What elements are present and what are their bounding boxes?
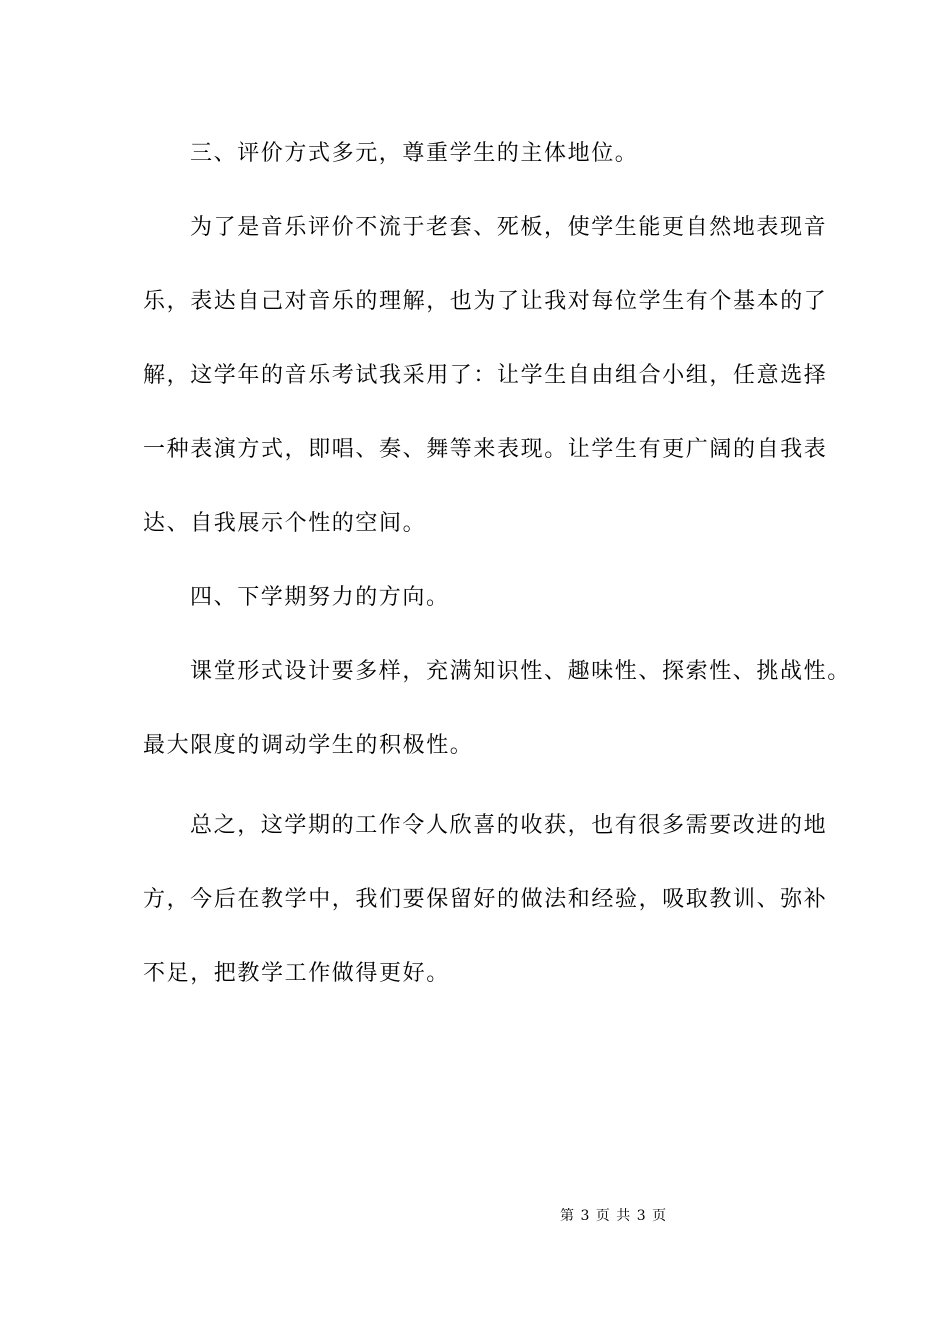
paragraph-line: 为了是音乐评价不流于老套、死板，使学生能更自然地表现音 [190,215,828,240]
paragraph-line: 一种表演方式，即唱、奏、舞等来表现。让学生有更广阔的自我表 [143,437,828,462]
paragraph-line: 解，这学年的音乐考试我采用了：让学生自由组合小组，任意选择 [143,363,828,388]
paragraph-line: 方，今后在教学中，我们要保留好的做法和经验，吸取教训、弥补 [143,887,828,912]
heading-section-4: 四、下学期努力的方向。 [190,585,450,610]
paragraph-line: 不足，把教学工作做得更好。 [143,961,450,986]
page-number-footer: 第 3 页 共 3 页 [560,1208,668,1224]
paragraph-line: 总之，这学期的工作令人欣喜的收获，也有很多需要改进的地 [190,813,828,838]
paragraph-line: 课堂形式设计要多样，充满知识性、趣味性、探索性、挑战性。 [190,659,851,684]
paragraph-line: 达、自我展示个性的空间。 [143,511,427,536]
paragraph-line: 乐，表达自己对音乐的理解，也为了让我对每位学生有个基本的了 [143,289,828,314]
heading-section-3: 三、评价方式多元，尊重学生的主体地位。 [190,141,639,166]
paragraph-line: 最大限度的调动学生的积极性。 [143,733,474,758]
